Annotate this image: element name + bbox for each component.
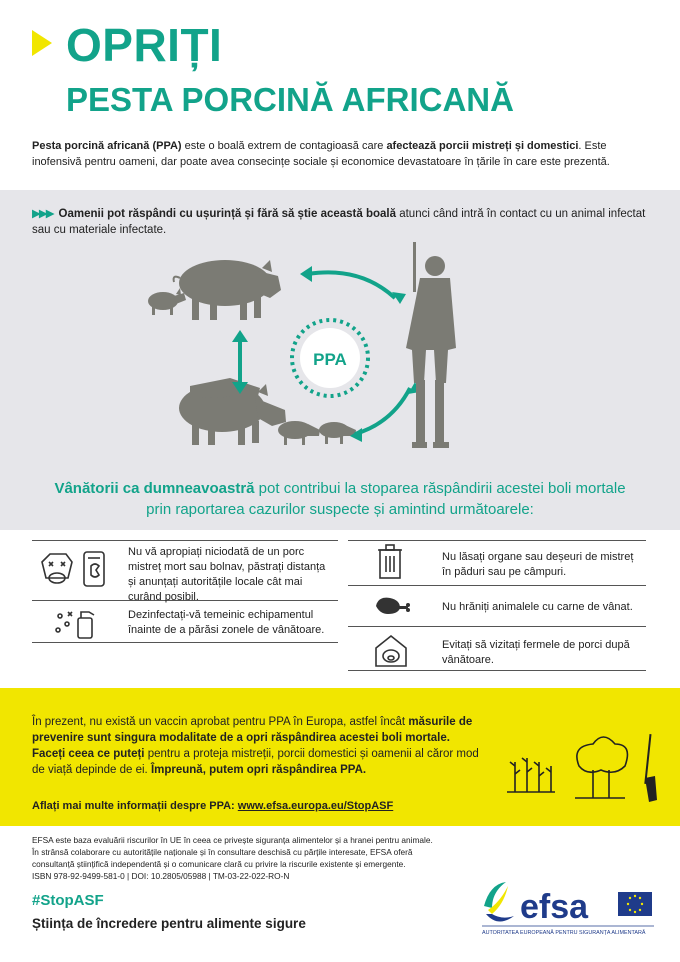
play-triangle-icon [32,30,52,56]
nature-icons [505,732,665,804]
disinfectant-spray-icon [52,606,100,640]
spread-paragraph: ▶▶▶ Oamenii pot răspândi cu ușurință și fără să știe această boală atunci când intră în contact cu un animal infectat sau cu materiale infectate. [32,208,646,236]
page-title: OPRIȚI [66,19,223,71]
efsa-emblem-icon [484,882,514,922]
field-icon [507,758,555,792]
divider [348,540,646,541]
efsa-wordmark: efsa [520,888,589,926]
transmission-diagram [130,238,480,460]
piglet-silhouette [148,288,186,315]
tip-text: Nu hrăniți animalele cu carne de vânat. [442,601,633,613]
hunters-message: Vânătorii ca dumneavoastră pot contribui la stoparea răspândirii acestei boli mortale prin raportarea cazurilor suspecte și amintind următoarele: [54,480,626,518]
divider [348,626,646,627]
trash-bin-icon [376,544,404,580]
tips-section [0,530,680,688]
divider [348,670,646,671]
wild-boar-silhouette [179,378,286,445]
tagline: Știința de încredere pentru alimente sigure [32,916,306,931]
boarlet-silhouette [278,421,320,445]
rifle-icon [644,734,657,802]
dead-boar-phone-icon [38,548,114,592]
divider [348,585,646,586]
boarlet-silhouette [319,422,356,444]
triple-arrow-icon: ▶▶▶ [32,208,53,220]
ppa-label: PPA [313,350,347,369]
tip-text: Dezinfectați-vă temeinic echipamentul înainte de a părăsi zonele de vânătoare. [128,609,325,636]
efsa-logo [478,876,658,938]
prevention-text: În prezent, nu există un vaccin aprobat pentru PPA în Europa, astfel încât măsurile de prevenire sunt singura modalitate de a opri răspândirea acestei boli mortale. Faceți ceea ce puteți pentru a proteja mistreții, porcii domestici și oamenii al căror mod de viață depinde de ei. Împreună, putem opri răspândirea PPA. [32,716,479,776]
tip-text: Nu vă apropiați niciodată de un porc mistreț mort sau bolnav, păstrați distanța și anunțați autoritățile locale cât mai curând posibil. [128,546,326,603]
intro-paragraph: Pesta porcină africană (PPA) este o boală extrem de contagioasă care afectează porcii mistreți și domestici. Este inofensivă pentru oameni, dar poate avea consecințe sociale și economice devastatoare în țările în care este prezentă. [32,140,610,168]
footer-text: EFSA este baza evaluării riscurilor în UE în ceea ce privește siguranța alimentelor și a hranei pentru animale. În strânsă colaborare cu autoritățile naționale și în consultare deschisă cu părțile interesate, EFSA oferă consultanță științifică independentă și o comunicare clară cu privire la riscurile existente și emergente. ISBN 978-92-9499-581-0 | DOI: 10.2805/05988 | TM-03-22-022-RO-N [32,835,433,881]
tip-text: Nu lăsați organe sau deșeuri de mistreț în păduri sau pe câmpuri. [442,551,634,578]
pig-farm-icon [374,634,408,668]
tip-text: Evitați să vizitați fermele de porci după vânătoare. [442,639,630,666]
divider [32,642,338,643]
hashtag: #StopASF [32,892,104,909]
page-subtitle: PESTA PORCINĂ AFRICANĂ [66,81,514,118]
divider [32,540,338,541]
trees-icon [575,737,627,798]
header [0,0,680,190]
pig-silhouette [174,260,281,320]
hunter-silhouette [406,242,456,448]
efsa-subtitle: AUTORITATEA EUROPEANĂ PENTRU SIGURANȚA ALIMENTARĂ [482,930,646,936]
more-info-link[interactable]: www.efsa.europa.eu/StopASF [237,800,394,812]
meat-leg-icon [370,592,410,622]
more-info: Aflați mai multe informații despre PPA: www.efsa.europa.eu/StopASF [32,800,394,812]
